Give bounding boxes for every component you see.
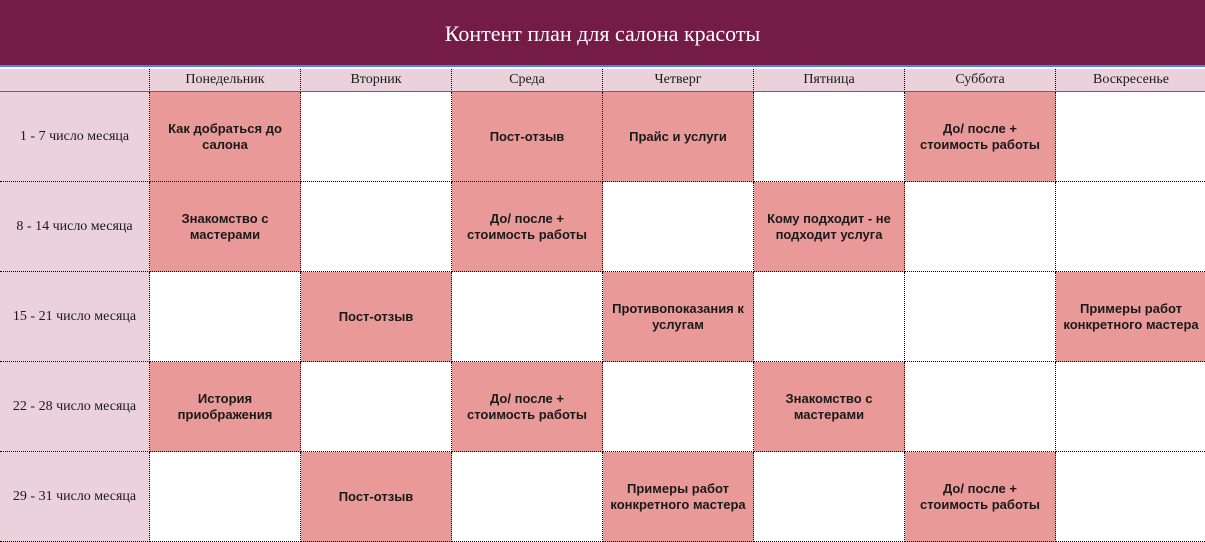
table-cell[interactable]: Пост-отзыв bbox=[301, 272, 452, 362]
row-label[interactable]: 8 - 14 число месяца bbox=[0, 182, 150, 272]
table-cell[interactable]: Прайс и услуги bbox=[603, 92, 754, 182]
table-cell[interactable] bbox=[603, 182, 754, 272]
table-cell[interactable]: Знакомство с мастерами bbox=[754, 362, 905, 452]
table-cell[interactable] bbox=[301, 182, 452, 272]
table-cell[interactable]: Кому подходит - не подходит услуга bbox=[754, 182, 905, 272]
page-title-banner bbox=[0, 0, 1205, 67]
table-cell[interactable] bbox=[754, 92, 905, 182]
table-cell[interactable]: До/ после + стоимость работы bbox=[452, 182, 603, 272]
table-cell[interactable] bbox=[150, 452, 301, 542]
table-cell[interactable] bbox=[1056, 182, 1205, 272]
table-cell[interactable] bbox=[754, 452, 905, 542]
row-label[interactable]: 15 - 21 число месяца bbox=[0, 272, 150, 362]
table-cell[interactable]: Примеры работ конкретного мастера bbox=[603, 452, 754, 542]
table-cell[interactable]: Примеры работ конкретного мастера bbox=[1056, 272, 1205, 362]
table-cell[interactable]: Как добраться до салона bbox=[150, 92, 301, 182]
day-header-thursday[interactable]: Четверг bbox=[603, 69, 754, 92]
table-cell[interactable] bbox=[754, 272, 905, 362]
table-cell[interactable] bbox=[452, 452, 603, 542]
table-cell[interactable]: Пост-отзыв bbox=[452, 92, 603, 182]
table-cell[interactable] bbox=[905, 272, 1056, 362]
row-label[interactable]: 29 - 31 число месяца bbox=[0, 452, 150, 542]
day-header-friday[interactable]: Пятница bbox=[754, 69, 905, 92]
row-label[interactable]: 22 - 28 число месяца bbox=[0, 362, 150, 452]
day-header-tuesday[interactable]: Вторник bbox=[301, 69, 452, 92]
table-cell[interactable] bbox=[1056, 452, 1205, 542]
table-cell[interactable] bbox=[150, 272, 301, 362]
table-cell[interactable] bbox=[452, 272, 603, 362]
day-header-monday[interactable]: Понедельник bbox=[150, 69, 301, 92]
table-cell[interactable]: Пост-отзыв bbox=[301, 452, 452, 542]
corner-cell[interactable] bbox=[0, 69, 150, 92]
table-cell[interactable]: История приображения bbox=[150, 362, 301, 452]
table-cell[interactable]: До/ после + стоимость работы bbox=[905, 92, 1056, 182]
table-cell[interactable]: Знакомство с мастерами bbox=[150, 182, 301, 272]
day-header-sunday[interactable]: Воскресенье bbox=[1056, 69, 1205, 92]
day-header-saturday[interactable]: Суббота bbox=[905, 69, 1056, 92]
table-cell[interactable]: Противопоказания к услугам bbox=[603, 272, 754, 362]
day-header-wednesday[interactable]: Среда bbox=[452, 69, 603, 92]
row-label[interactable]: 1 - 7 число месяца bbox=[0, 92, 150, 182]
table-cell[interactable]: До/ после + стоимость работы bbox=[452, 362, 603, 452]
table-cell[interactable] bbox=[1056, 92, 1205, 182]
table-cell[interactable] bbox=[301, 92, 452, 182]
page-title: Контент план для салона красоты bbox=[444, 20, 761, 46]
table-cell[interactable] bbox=[603, 362, 754, 452]
table-cell[interactable] bbox=[905, 362, 1056, 452]
table-cell[interactable] bbox=[301, 362, 452, 452]
table-cell[interactable]: До/ после + стоимость работы bbox=[905, 452, 1056, 542]
table-cell[interactable] bbox=[905, 182, 1056, 272]
table-cell[interactable] bbox=[1056, 362, 1205, 452]
content-plan-table bbox=[0, 69, 1205, 542]
